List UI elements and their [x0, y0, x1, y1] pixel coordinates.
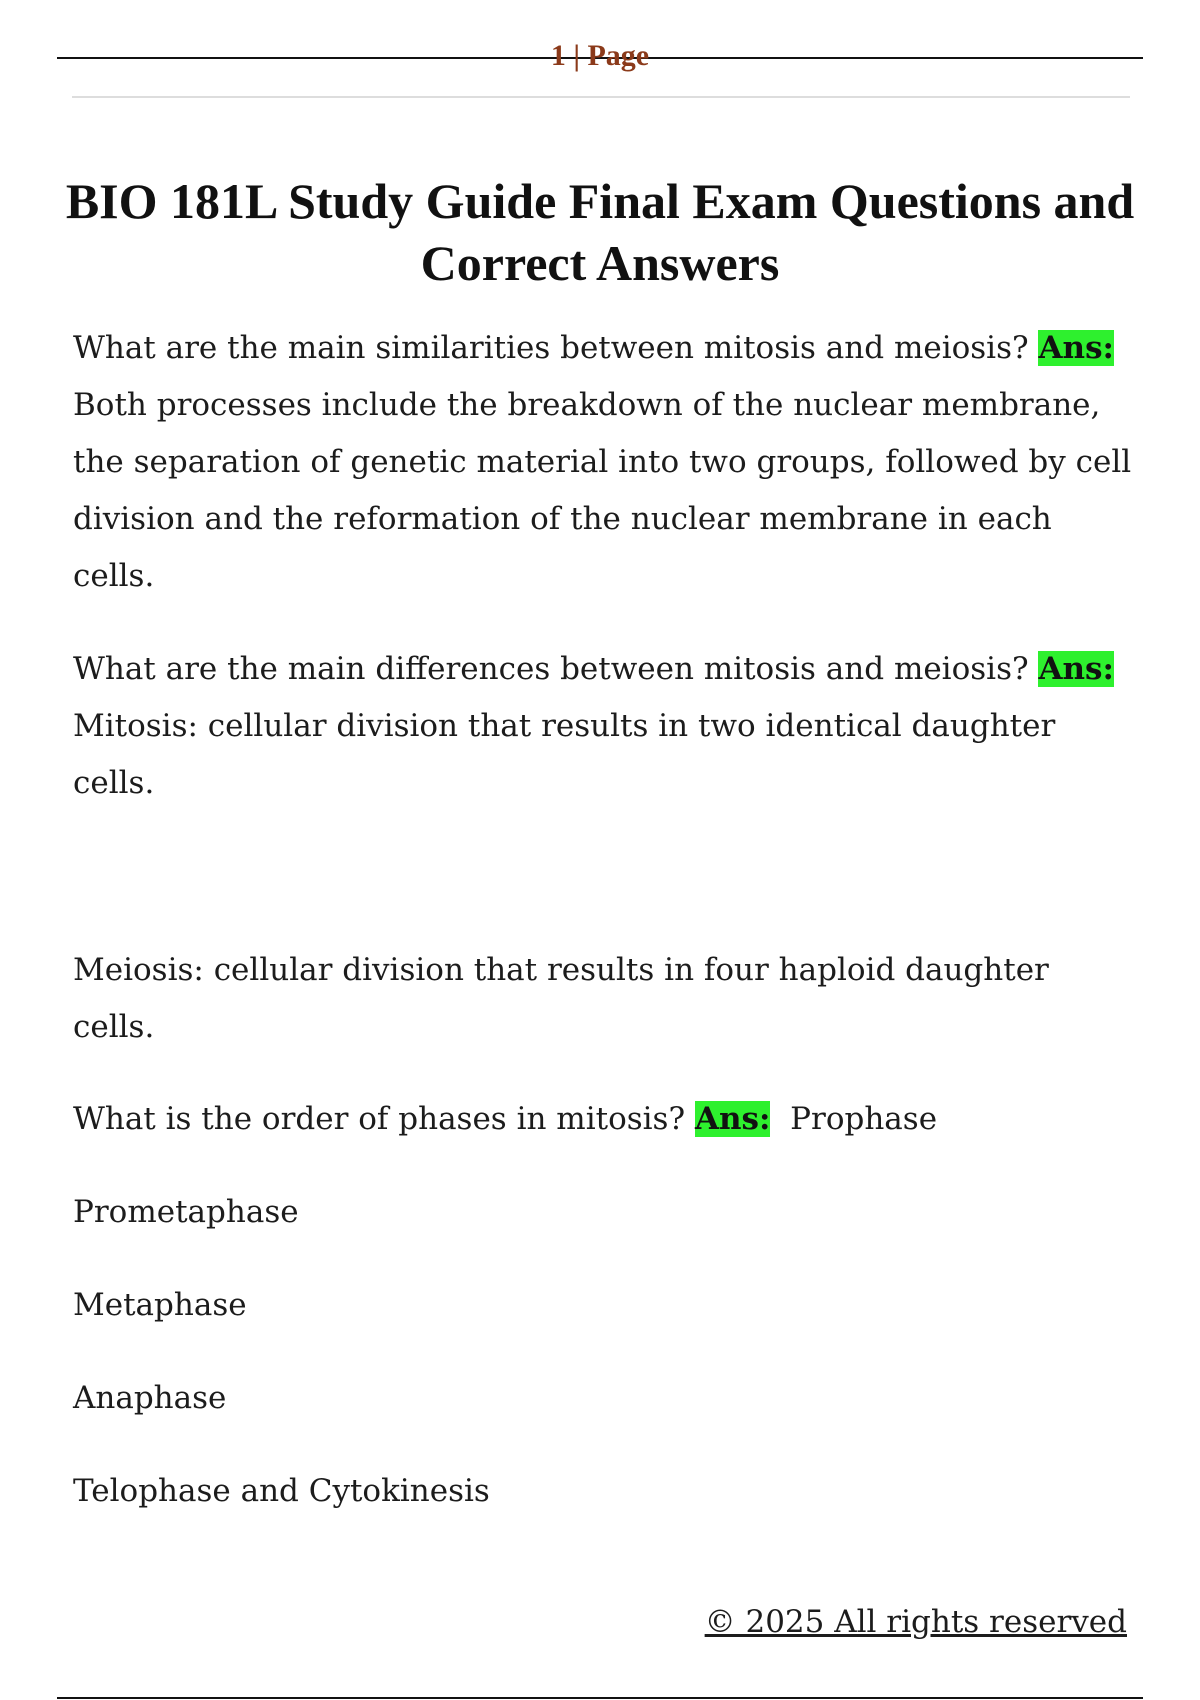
- answer-1-text: Both processes include the breakdown of the nuclear membrane, the separation of genetic material into two groups, followed by cell division and the reformation of the nuclear membrane in each cells.: [73, 387, 1132, 594]
- answer-2-meiosis: Meiosis: cellular division that results in four haploid daughter cells.: [73, 952, 1049, 1045]
- answer-marker: Ans:: [1038, 330, 1114, 366]
- phase-item: Telophase and Cytokinesis: [73, 1473, 490, 1509]
- page-number-label: 1 | Page: [550, 39, 650, 72]
- document-body: [73, 320, 1133, 1556]
- header-rule: [57, 57, 1143, 59]
- phase-item: Prometaphase: [73, 1194, 299, 1230]
- question-3: [73, 1091, 1133, 1184]
- question-1: [73, 320, 1133, 605]
- footer-rule: [57, 1697, 1143, 1699]
- phase-item: Metaphase: [73, 1287, 247, 1323]
- copyright-notice: © 2025 All rights reserved: [704, 1604, 1127, 1640]
- question-3-text: What is the order of phases in mitosis?: [73, 1101, 695, 1137]
- header-sub-rule: [72, 96, 1130, 98]
- answer-marker: Ans:: [694, 1101, 771, 1137]
- phase-item: Anaphase: [73, 1380, 227, 1416]
- page-number: [0, 38, 1200, 74]
- answer-2-mitosis: Mitosis: cellular division that results in two identical daughter cells.: [73, 708, 1056, 801]
- question-2: [73, 641, 1133, 812]
- document-title: BIO 181L Study Guide Final Exam Questions and Correct Answers: [65, 173, 1135, 291]
- phase-item: Prophase: [790, 1101, 938, 1137]
- answer-marker: Ans:: [1038, 651, 1114, 687]
- question-2-text: What are the main differences between mitosis and meiosis?: [73, 651, 1039, 687]
- question-1-text: What are the main similarities between mitosis and meiosis?: [73, 330, 1039, 366]
